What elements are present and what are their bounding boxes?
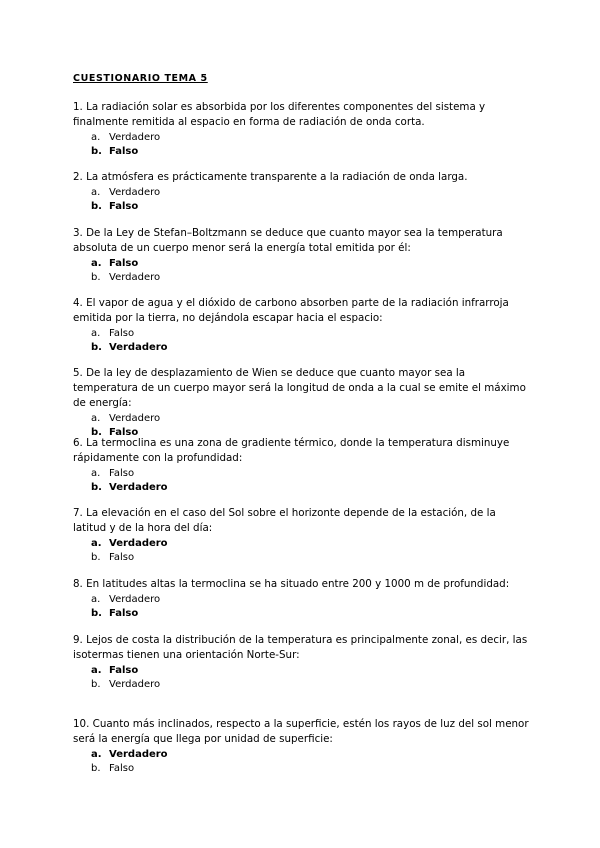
option-b: b. Verdadero — [91, 272, 161, 283]
document-title: CUESTIONARIO TEMA 5 — [73, 73, 208, 84]
question-text: 5. De la ley de desplazamiento de Wien se deduce que cuanto mayor sea la temperatura de un cuerpo mayor será la longitud de onda a la cual se emite el máximo de energía: — [73, 367, 526, 409]
question-4 — [73, 296, 531, 355]
question-text: 10. Cuanto más inclinados, respecto a la superficie, estén los rayos de luz del sol menor será la energía que llega por unidad de superficie: — [73, 718, 529, 745]
answer-options — [73, 257, 531, 285]
option-a: a. Verdadero — [91, 749, 168, 760]
option-b: b. Verdadero — [91, 342, 168, 353]
option-b: b. Falso — [91, 608, 139, 619]
question-7 — [73, 506, 531, 565]
option-b: b. Falso — [91, 146, 139, 157]
question-text: 6. La termoclina es una zona de gradiente térmico, donde la temperatura disminuye rápidamente con la profundidad: — [73, 437, 510, 464]
option-a: a. Verdadero — [91, 538, 168, 549]
option-b: b. Falso — [91, 201, 139, 212]
question-1 — [73, 100, 531, 159]
question-text: 2. La atmósfera es prácticamente transparente a la radiación de onda larga. — [73, 171, 468, 183]
answer-options — [73, 131, 531, 159]
question-9 — [73, 633, 531, 692]
answer-options — [73, 537, 531, 565]
question-2 — [73, 170, 531, 214]
option-b: b. Falso — [91, 763, 135, 774]
question-10 — [73, 717, 531, 776]
question-3 — [73, 226, 531, 285]
question-text: 8. En latitudes altas la termoclina se ha situado entre 200 y 1000 m de profundidad: — [73, 578, 510, 590]
option-a: a. Falso — [91, 258, 139, 269]
question-5 — [73, 366, 531, 440]
answer-options — [73, 467, 531, 495]
option-b: b. Verdadero — [91, 679, 161, 690]
option-b: b. Falso — [91, 552, 135, 563]
question-text: 1. La radiación solar es absorbida por los diferentes componentes del sistema y finalmente remitida al espacio en forma de radiación de onda corta. — [73, 101, 486, 128]
answer-options — [73, 664, 531, 692]
option-b: b. Falso — [91, 427, 139, 438]
answer-options — [73, 327, 531, 355]
answer-options — [73, 186, 531, 214]
question-text: 4. El vapor de agua y el dióxido de carbono absorben parte de la radiación infrarroja emitida por la tierra, no dejándola escapar hacia el espacio: — [73, 297, 509, 324]
question-6 — [73, 436, 531, 495]
option-a: a. Verdadero — [91, 187, 161, 198]
option-a: a. Verdadero — [91, 594, 161, 605]
question-8 — [73, 577, 531, 621]
question-text: 3. De la Ley de Stefan–Boltzmann se deduce que cuanto mayor sea la temperatura absoluta de un cuerpo menor será la energía total emitida por él: — [73, 227, 503, 254]
option-a: a. Falso — [91, 665, 139, 676]
option-a: a. Falso — [91, 468, 135, 479]
question-text: 9. Lejos de costa la distribución de la temperatura es principalmente zonal, es decir, las isotermas tienen una orientación Norte-Sur: — [73, 634, 528, 661]
option-a: a. Verdadero — [91, 413, 161, 424]
answer-options — [73, 748, 531, 776]
answer-options — [73, 593, 531, 621]
option-a: a. Verdadero — [91, 132, 161, 143]
question-text: 7. La elevación en el caso del Sol sobre el horizonte depende de la estación, de la latitud y de la hora del día: — [73, 507, 496, 534]
option-b: b. Verdadero — [91, 482, 168, 493]
option-a: a. Falso — [91, 328, 135, 339]
